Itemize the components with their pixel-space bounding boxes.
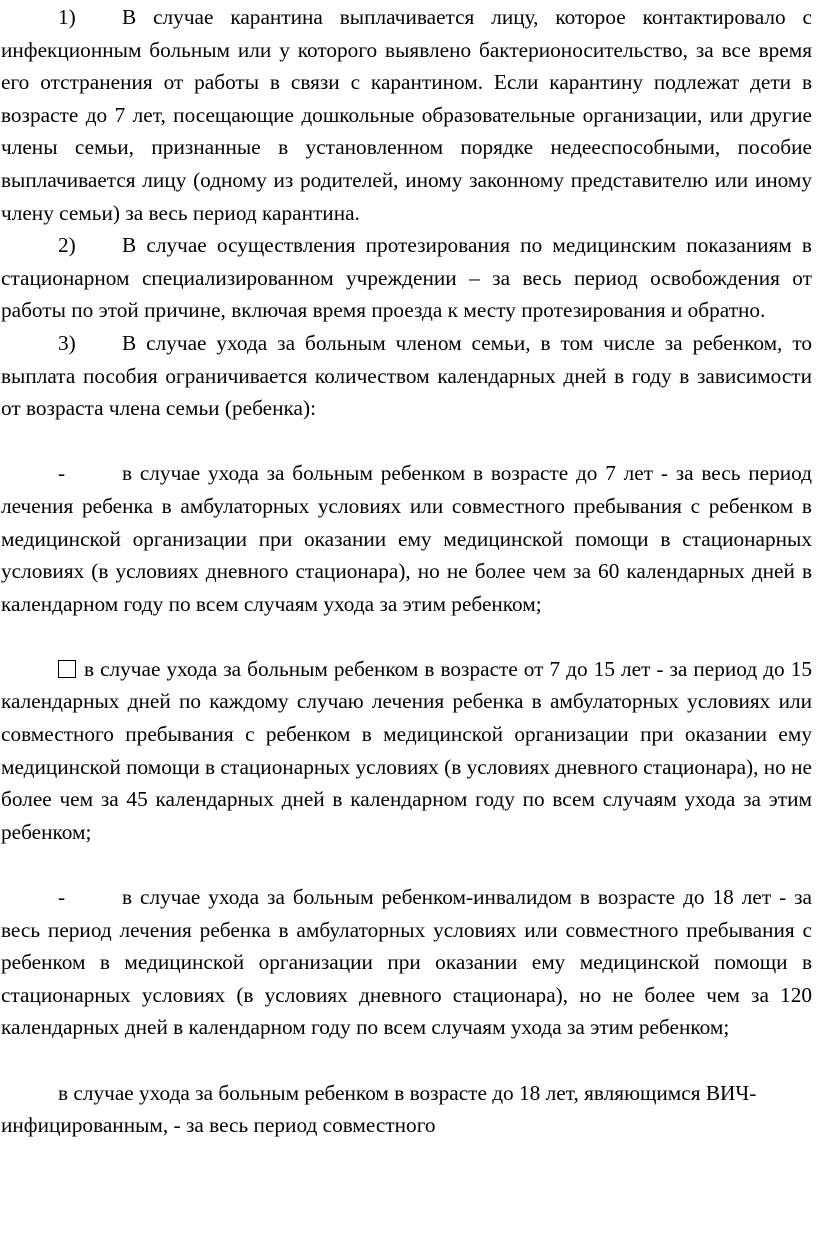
paragraph-text: В случае ухода за больным членом семьи, в том числе за ребенком, то выплата пособия ограничивается количеством календарных дней в году в зависимости от возраста члена семьи (ребенка): xyxy=(1,330,812,421)
list-marker: 1) xyxy=(58,5,76,29)
paragraph-1 xyxy=(1,1,812,229)
blank-line xyxy=(1,848,812,881)
paragraph-text: в случае ухода за больным ребенком в возрасте от 7 до 15 лет - за период до 15 календарных дней по каждому случаю лечения ребенка в амбулаторных условиях или совместного пребывания с ребенком в медицинской организации при оказании ему медицинской помощи в стационарных условиях (в условиях дневного стационара), но не более чем за 45 календарных дней в календарном году по всем случаям ухода за этим ребенком; xyxy=(1,656,812,844)
bullet-item-hiv-child xyxy=(1,1077,812,1142)
blank-line xyxy=(1,1044,812,1077)
blank-line xyxy=(1,620,812,653)
paragraph-3 xyxy=(1,327,812,425)
missing-glyph-box-icon xyxy=(58,660,76,678)
paragraph-text: В случае карантина выплачивается лицу, которое контактировало с инфекционным больным или у которого выявлено бактерионосительство, за все время его отстранения от работы в связи с карантином. Если карантину подлежат дети в возрасте до 7 лет, посещающие дошкольные образовательные организации, или другие члены семьи, признанные в установленном порядке недееспособными, пособие выплачивается лицу (одному из родителей, иному законному представителю или иному члену семьи) за весь период карантина. xyxy=(1,5,812,225)
bullet-item-under-7 xyxy=(1,457,812,620)
dash-marker: - xyxy=(58,885,66,910)
paragraph-2 xyxy=(1,229,812,327)
list-marker: 3) xyxy=(58,330,76,355)
paragraph-text: в случае ухода за больным ребенком в возрасте до 7 лет - за весь период лечения ребенка в амбулаторных условиях или совместного пребывания с ребенком в медицинской организации при оказании ему медицинской помощи в стационарных условиях (в условиях дневного стационара), но не более чем за 60 календарных дней в календарном году по всем случаям ухода за этим ребенком; xyxy=(1,461,812,616)
blank-line xyxy=(1,425,812,458)
dash-marker: - xyxy=(58,461,66,486)
paragraph-text: В случае осуществления протезирования по медицинским показаниям в стационарном специализированном учреждении – за весь период освобождения от работы по этой причине, включая время проезда к месту протезирования и обратно. xyxy=(1,233,812,323)
list-marker: 2) xyxy=(58,233,76,258)
paragraph-text: в случае ухода за больным ребенком-инвалидом в возрасте до 18 лет - за весь период лечения ребенка в амбулаторных условиях или совместного пребывания с ребенком в медицинской организации при оказании ему медицинской помощи в стационарных условиях (в условиях дневного стационара), но не более чем за 120 календарных дней в календарном году по всем случаям ухода за этим ребенком; xyxy=(1,885,812,1040)
bullet-item-7-to-15 xyxy=(1,653,812,849)
bullet-item-disabled-child xyxy=(1,881,812,1044)
paragraph-text: в случае ухода за больным ребенком в возрасте до 18 лет, являющимся ВИЧ-инфицированным, - за весь период совместного xyxy=(1,1080,757,1138)
